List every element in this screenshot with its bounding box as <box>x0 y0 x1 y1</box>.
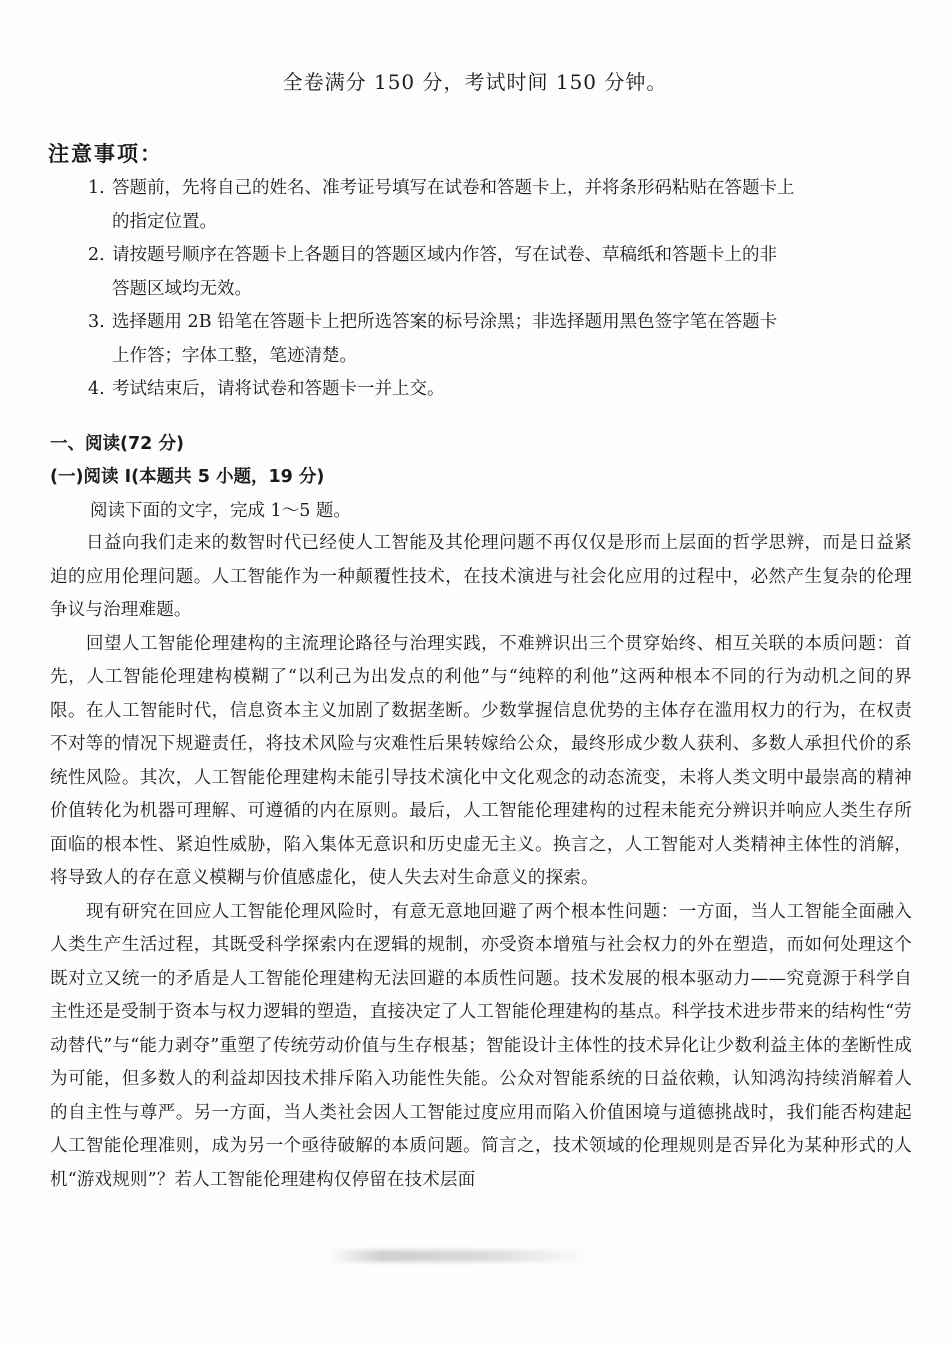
passage-paragraph-1: 日益向我们走来的数智时代已经使人工智能及其伦理问题不再仅仅是形而上层面的哲学思辨，而是日益紧迫的应用伦理问题。人工智能作为一种颠覆性技术，在技术演进与社会化应用的过程中，必然产生复杂的伦理争议与治理难题。 <box>50 533 912 620</box>
notes-list <box>88 172 918 407</box>
section-title: 一、阅读(72 分) <box>50 434 184 454</box>
reading-instruction: 阅读下面的文字，完成 1～5 题。 <box>90 501 351 521</box>
passage-paragraph-2: 回望人工智能伦理建构的主流理论路径与治理实践，不难辨识出三个贯穿始终、相互关联的本质问题：首先，人工智能伦理建构模糊了“以利己为出发点的利他”与“纯粹的利他”这两种根本不同的行为动机之间的界限。在人工智能时代，信息资本主义加剧了数据垄断。少数掌握信息优势的主体存在滥用权力的行为，在权责不对等的情况下规避责任，将技术风险与灾难性后果转嫁给公众，最终形成少数人获利、多数人承担代价的系统性风险。其次，人工智能伦理建构未能引导技术演化中文化观念的动态流变，未将人类文明中最崇高的精神价值转化为机器可理解、可遵循的内在原则。最后，人工智能伦理建构的过程未能充分辨识并响应人类生存所面临的根本性、紧迫性威胁，陷入集体无意识和历史虚无主义。换言之，人工智能对人类精神主体性的消解，将导致人的存在意义模糊与价值感虚化，使人失去对生命意义的探索。 <box>50 633 912 888</box>
note-number: 2. <box>88 245 105 265</box>
note-number: 1. <box>88 178 105 198</box>
note-text-line1: 选择题用 2B 铅笔在答题卡上把所选答案的标号涂黑；非选择题用黑色签字笔在答题卡 <box>112 312 778 332</box>
note-text-line1: 答题前，先将自己的姓名、准考证号填写在试卷和答题卡上，并将条形码粘贴在答题卡上 <box>112 178 795 198</box>
reading-passage <box>50 527 912 1197</box>
page-footer-smudge <box>330 1250 590 1262</box>
note-item-2 <box>88 239 918 306</box>
notes-title: 注意事项： <box>48 142 163 166</box>
note-text-line2: 答题区域均无效。 <box>112 278 252 299</box>
note-item-3 <box>88 306 918 373</box>
exam-score-time-line: 全卷满分 150 分，考试时间 150 分钟。 <box>282 70 668 94</box>
note-text-line1: 考试结束后，请将试卷和答题卡一并上交。 <box>112 379 445 399</box>
subsection-title: (一)阅读 Ⅰ(本题共 5 小题，19 分) <box>50 467 325 487</box>
note-text-line2: 上作答；字体工整，笔迹清楚。 <box>112 345 357 366</box>
note-item-4 <box>88 373 918 407</box>
note-number: 3. <box>88 312 105 332</box>
passage-paragraph-3: 现有研究在回应人工智能伦理风险时，有意无意地回避了两个根本性问题：一方面，当人工智能全面融入人类生产生活过程，其既受科学探索内在逻辑的规制，亦受资本增殖与社会权力的外在塑造，而如何处理这个既对立又统一的矛盾是人工智能伦理建构无法回避的本质性问题。技术发展的根本驱动力——究竟源于科学自主性还是受制于资本与权力逻辑的塑造，直接决定了人工智能伦理建构的基点。科学技术进步带来的结构性“劳动替代”与“能力剥夺”重塑了传统劳动价值与生存根基；智能设计主体性的技术异化让少数利益主体的垄断性成为可能，但多数人的利益却因技术排斥陷入功能性失能。公众对智能系统的日益依赖，认知鸿沟持续消解着人的自主性与尊严。另一方面，当人类社会因人工智能过度应用而陷入价值困境与道德挑战时，我们能否构建起人工智能伦理准则，成为另一个亟待破解的本质问题。简言之，技术领域的伦理规则是否异化为某种形式的人机“游戏规则”？若人工智能伦理建构仅停留在技术层面 <box>50 901 912 1190</box>
note-number: 4. <box>88 379 105 399</box>
note-text-line1: 请按题号顺序在答题卡上各题目的答题区域内作答，写在试卷、草稿纸和答题卡上的非 <box>112 245 777 265</box>
note-text-line2: 的指定位置。 <box>112 211 217 232</box>
note-item-1 <box>88 172 918 239</box>
